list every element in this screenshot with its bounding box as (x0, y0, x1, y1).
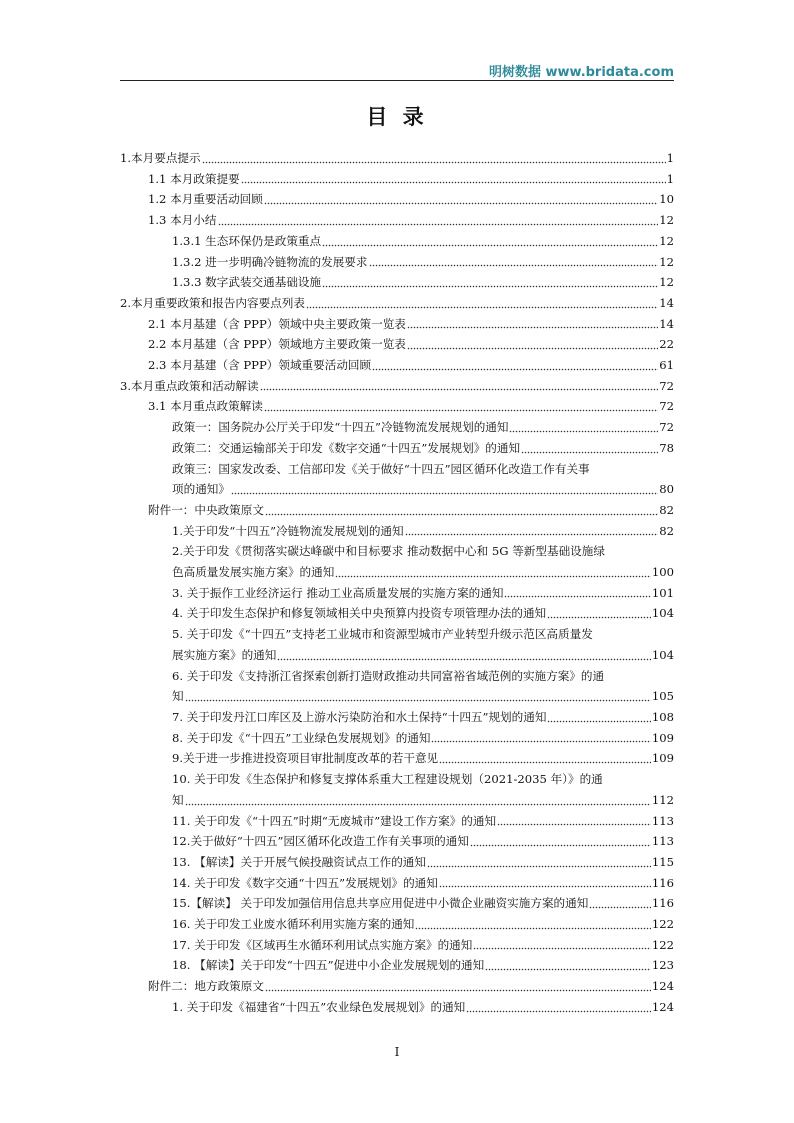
toc-entry-title: 政策一：国务院办公厅关于印发“十四五”冷链物流发展规划的通知 (172, 420, 509, 435)
toc-entry-title: 2.关于印发《贯彻落实碳达峰碳中和目标要求 推动数据中心和 5G 等新型基础设施绿 (172, 544, 605, 559)
toc-entry[interactable] (120, 459, 674, 500)
toc-leader-dots (202, 150, 666, 164)
toc-entry[interactable] (120, 893, 674, 914)
toc-leader-dots (322, 233, 658, 247)
toc-leader-dots (504, 584, 650, 598)
toc-entry-title: 16. 关于印发工业废水循环利用实施方案的通知 (172, 917, 415, 932)
toc-entry-page: 116 (651, 875, 674, 890)
toc-leader-dots (265, 978, 651, 992)
toc-leader-dots (264, 191, 658, 205)
toc-entry-page: 12 (659, 213, 674, 228)
toc-entry-page: 101 (651, 585, 674, 600)
toc-entry-title: 7. 关于印发丹江口库区及上游水污染防治和水土保持“十四五”规划的通知 (172, 709, 547, 724)
toc-entry[interactable] (120, 873, 674, 894)
toc-entry-page: 14 (659, 316, 674, 331)
toc-leader-dots (589, 895, 651, 909)
toc-entry[interactable] (120, 500, 674, 521)
toc-leader-dots (241, 170, 666, 184)
toc-entry[interactable] (120, 769, 674, 810)
toc-entry-page: 105 (651, 689, 674, 704)
toc-entry[interactable] (120, 666, 674, 707)
toc-entry-page: 109 (651, 730, 674, 745)
toc-entry-title: 9.关于进一步推进投资项目审批制度改革的若干意见 (172, 751, 439, 766)
toc-entry-title: 1.1 本月政策提要 (148, 171, 240, 186)
toc-leader-dots (306, 295, 658, 309)
toc-entry-page: 122 (651, 917, 674, 932)
toc-entry[interactable] (120, 521, 674, 542)
toc-leader-dots (439, 750, 651, 764)
toc-entry-title: 6. 关于印发《支持浙江省探索创新打造财政推动共同富裕省域范例的实施方案》的通 (172, 668, 605, 683)
toc-entry-page: 108 (651, 709, 674, 724)
toc-entry-page: 14 (659, 295, 674, 310)
table-of-contents (120, 148, 674, 1018)
toc-entry[interactable] (120, 293, 674, 314)
toc-leader-dots (521, 440, 658, 454)
toc-leader-dots (431, 729, 650, 743)
toc-entry-page: 109 (651, 751, 674, 766)
toc-entry-page: 104 (651, 647, 674, 662)
toc-leader-dots (547, 605, 651, 619)
page-title: 目 录 (366, 105, 428, 129)
toc-entry-title-continued: 项的通知》 (172, 482, 230, 497)
toc-entry-title: 附件二：地方政策原文 (148, 979, 264, 994)
toc-leader-dots (185, 792, 651, 806)
toc-leader-dots (265, 502, 658, 516)
toc-entry[interactable] (120, 169, 674, 190)
toc-leader-dots (485, 957, 651, 971)
toc-entry-title-continued: 知 (172, 792, 184, 807)
toc-leader-dots (470, 833, 651, 847)
toc-entry-page: 72 (659, 420, 674, 435)
toc-entry-title: 8. 关于印发《“十四五”工业绿色发展规划》的通知 (172, 730, 431, 745)
toc-entry-title: 1.3.2 进一步明确冷链物流的发展要求 (172, 254, 368, 269)
toc-entry-title: 1. 关于印发《福建省“十四五”农业绿色发展规划》的通知 (172, 999, 466, 1014)
toc-entry-title: 3.本月重点政策和活动解读 (120, 378, 259, 393)
toc-entry-title: 3. 关于振作工业经济运行 推动工业高质量发展的实施方案的通知 (172, 585, 504, 600)
toc-leader-dots (466, 999, 651, 1013)
toc-entry[interactable] (120, 210, 674, 231)
toc-entry-title: 1.3.1 生态环保仍是政策重点 (172, 233, 322, 248)
toc-entry-page: 113 (651, 813, 674, 828)
toc-leader-dots (415, 916, 650, 930)
toc-entry[interactable] (120, 811, 674, 832)
toc-entry[interactable] (120, 541, 674, 582)
toc-entry[interactable] (120, 748, 674, 769)
toc-entry[interactable] (120, 914, 674, 935)
toc-entry-page: 113 (651, 834, 674, 849)
toc-entry-title: 2.3 本月基建（含 PPP）领域重要活动回顾 (148, 358, 372, 373)
toc-entry-page: 116 (651, 896, 674, 911)
toc-entry-page: 104 (651, 606, 674, 621)
toc-entry-page: 72 (659, 399, 674, 414)
toc-leader-dots (405, 522, 659, 536)
toc-entry[interactable] (120, 189, 674, 210)
toc-entry-title: 14. 关于印发《数字交通“十四五”发展规划》的通知 (172, 875, 438, 890)
toc-entry[interactable] (120, 935, 674, 956)
toc-entry[interactable] (120, 852, 674, 873)
toc-entry-title: 1.本月要点提示 (120, 151, 201, 165)
toc-entry-title: 1.3.3 数字武装交通基础设施 (172, 275, 322, 290)
toc-entry-title: 1.关于印发“十四五”冷链物流发展规划的通知 (172, 523, 404, 538)
toc-entry-page: 12 (659, 275, 674, 290)
toc-leader-dots (407, 315, 658, 329)
toc-entry[interactable] (120, 272, 674, 293)
toc-entry-title: 2.1 本月基建（含 PPP）领域中央主要政策一览表 (148, 316, 406, 331)
toc-entry-page: 82 (659, 502, 674, 517)
toc-entry-title-continued: 知 (172, 689, 184, 704)
toc-entry-title: 附件一：中央政策原文 (148, 502, 264, 517)
toc-entry[interactable] (120, 438, 674, 459)
toc-entry[interactable] (120, 231, 674, 252)
toc-entry-title: 11. 关于印发《“十四五”时期“无废城市”建设工作方案》的通知 (172, 813, 497, 828)
toc-leader-dots (277, 647, 651, 661)
toc-entry-page: 124 (651, 979, 674, 994)
toc-entry[interactable] (120, 334, 674, 355)
toc-entry-page: 12 (659, 233, 674, 248)
toc-entry-page: 12 (659, 254, 674, 269)
toc-entry[interactable] (120, 314, 674, 335)
header-brand: 明树数据 www.bridata.com (488, 65, 674, 80)
toc-entry-title: 3.1 本月重点政策解读 (148, 399, 263, 414)
toc-entry-title: 1.3 本月小结 (148, 213, 217, 228)
toc-entry[interactable] (120, 583, 674, 604)
toc-entry-page: 10 (659, 192, 674, 207)
toc-leader-dots (427, 854, 651, 868)
toc-entry[interactable] (120, 955, 674, 976)
toc-entry-page: 22 (659, 337, 674, 352)
page-number: I (394, 1045, 400, 1059)
toc-entry-title: 12.关于做好“十四五”园区循环化改造工作有关事项的通知 (172, 834, 469, 849)
toc-leader-dots (473, 936, 650, 950)
toc-entry-page: 122 (651, 937, 674, 952)
toc-entry-title: 15.【解读】 关于印发加强信用信息共享应用促进中小微企业融资实施方案的通知 (172, 896, 589, 911)
toc-entry-page: 80 (659, 482, 674, 497)
toc-entry-page: 112 (651, 792, 674, 807)
toc-leader-dots (218, 212, 659, 226)
toc-entry-title: 10. 关于印发《生态保护和修复支撑体系重大工程建设规划（2021-2035 年）》的通 (172, 772, 603, 787)
toc-entry-title: 18. 【解读】关于印发“十四五”促进中小企业发展规划的通知 (172, 958, 485, 973)
toc-leader-dots (509, 419, 658, 433)
toc-entry-title: 4. 关于印发生态保护和修复领域相关中央预算内投资专项管理办法的通知 (172, 606, 547, 621)
toc-leader-dots (547, 709, 650, 723)
toc-entry[interactable] (120, 148, 674, 169)
toc-entry-title: 13. 【解读】关于开展气候投融资试点工作的通知 (172, 854, 426, 869)
toc-entry[interactable] (120, 376, 674, 397)
toc-entry-title: 2.本月重要政策和报告内容要点列表 (120, 295, 305, 310)
toc-leader-dots (335, 564, 651, 578)
toc-entry[interactable] (120, 624, 674, 665)
toc-entry[interactable] (120, 728, 674, 749)
toc-entry-title: 1.2 本月重要活动回顾 (148, 192, 263, 207)
toc-entry-page: 61 (659, 358, 674, 373)
toc-entry-title: 5. 关于印发《“十四五”支持老工业城市和资源型城市产业转型升级示范区高质量发 (172, 627, 593, 642)
toc-entry-page: 82 (659, 523, 674, 538)
toc-leader-dots (322, 274, 658, 288)
toc-entry-title-continued: 展实施方案》的通知 (172, 647, 277, 662)
toc-entry[interactable] (120, 603, 674, 624)
toc-entry-page: 78 (659, 440, 674, 455)
toc-entry-page: 72 (659, 378, 674, 393)
toc-entry-page: 1 (666, 171, 674, 186)
toc-entry[interactable] (120, 396, 674, 417)
toc-entry-page: 1 (666, 151, 674, 165)
toc-entry[interactable] (120, 831, 674, 852)
toc-entry-page: 123 (651, 958, 674, 973)
toc-entry-title: 政策三：国家发改委、工信部印发《关于做好“十四五”园区循环化改造工作有关事 (172, 461, 590, 476)
toc-entry-title-continued: 色高质量发展实施方案》的通知 (172, 565, 335, 580)
toc-leader-dots (439, 874, 651, 888)
toc-entry-page: 100 (651, 565, 674, 580)
toc-leader-dots (260, 377, 659, 391)
toc-entry-title: 2.2 本月基建（含 PPP）领域地方主要政策一览表 (148, 337, 406, 352)
toc-entry[interactable] (120, 976, 674, 997)
toc-entry-page: 124 (651, 999, 674, 1014)
toc-entry[interactable] (120, 355, 674, 376)
toc-entry[interactable] (120, 707, 674, 728)
toc-entry-title: 政策二：交通运输部关于印发《数字交通“十四五”发展规划》的通知 (172, 440, 521, 455)
toc-leader-dots (497, 812, 651, 826)
toc-leader-dots (407, 336, 658, 350)
toc-entry[interactable] (120, 417, 674, 438)
header-rule (120, 80, 674, 81)
toc-leader-dots (231, 481, 658, 495)
toc-entry-title: 17. 关于印发《区域再生水循环利用试点实施方案》的通知 (172, 937, 473, 952)
toc-leader-dots (369, 253, 659, 267)
toc-leader-dots (372, 357, 658, 371)
toc-leader-dots (185, 688, 651, 702)
toc-leader-dots (264, 398, 658, 412)
toc-entry-page: 115 (651, 854, 674, 869)
toc-entry[interactable] (120, 252, 674, 273)
toc-entry[interactable] (120, 997, 674, 1018)
